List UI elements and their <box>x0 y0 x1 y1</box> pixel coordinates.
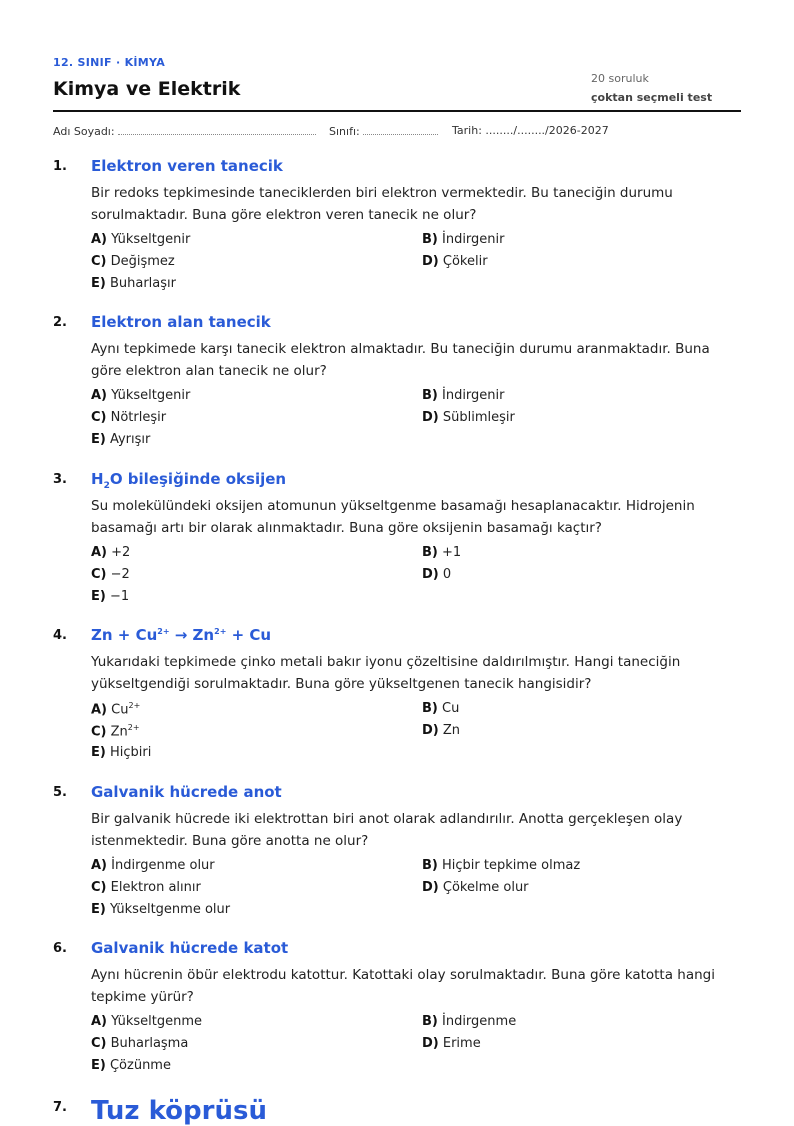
question-count: 20 soruluk <box>591 72 649 85</box>
question-number: 5. <box>53 785 67 800</box>
test-type: çoktan seçmeli test <box>591 91 713 104</box>
header-divider <box>53 110 741 112</box>
option-a[interactable]: A) İndirgenme olur <box>91 858 215 873</box>
option-a[interactable]: A) Yükseltgenir <box>91 388 191 403</box>
option-b[interactable]: B) +1 <box>422 545 462 560</box>
date-label: Tarih: <box>452 124 482 137</box>
question-number: 3. <box>53 472 67 487</box>
question-text: Bir redoks tepkimesinde taneciklerden biri elektron vermektedir. Bu taneciğin durumu sorulmaktadır. Buna göre elektron veren tanecik ne olur? <box>91 185 673 223</box>
option-d[interactable]: D) Süblimleşir <box>422 410 515 425</box>
question-number: 7. <box>53 1100 67 1115</box>
question-text: Aynı hücrenin öbür elektrodu katottur. Katottaki olay sorulmaktadır. Buna göre katotta hangi tepkime yürür? <box>91 967 715 1005</box>
option-c[interactable]: C) −2 <box>91 567 130 582</box>
question-text: Yukarıdaki tepkimede çinko metali bakır iyonu çözeltisine daldırılmıştır. Hangi taneciğin yükseltgendiği sorulmaktadır. Buna göre yükseltgenen tanecik hangisidir? <box>91 654 681 692</box>
student-info-row <box>53 124 741 140</box>
name-label: Adı Soyadı: <box>53 125 115 138</box>
question-text: Bir galvanik hücrede iki elektrottan biri anot olarak adlandırılır. Anotta gerçekleşen olay istenmektedir. Buna göre anotta ne olur? <box>91 811 683 849</box>
question-title: $H_2O$ bileşiğinde oksijen <box>91 470 287 491</box>
option-e[interactable]: E) Yükseltgenme olur <box>91 902 231 917</box>
question-text: Su molekülündeki oksijen atomunun yükseltgenme basamağı hesaplanacaktır. Hidrojenin basamağı artı bir olarak alınmaktadır. Buna göre oksijenin basamağı kaçtır? <box>91 498 695 536</box>
option-d[interactable]: D) Erime <box>422 1036 481 1051</box>
question-title: Elektron veren tanecik <box>91 157 283 175</box>
option-a[interactable]: A) $Cu^{2+}$ <box>91 701 141 718</box>
question-number: 6. <box>53 941 67 956</box>
question-title: $Zn + Cu^{2+} \to Zn^{2+} + Cu$ <box>91 626 272 644</box>
option-e[interactable]: E) Çözünme <box>91 1058 171 1073</box>
option-b[interactable]: B) İndirgenme <box>422 1014 517 1029</box>
option-d[interactable]: D) Çökelir <box>422 254 488 269</box>
name-field[interactable] <box>53 124 316 138</box>
page-title: Kimya ve Elektrik <box>53 78 241 100</box>
class-field[interactable] <box>329 124 438 138</box>
question-number: 1. <box>53 159 67 174</box>
option-a[interactable]: A) Yükseltgenme <box>91 1014 203 1029</box>
subject-label: 12. SINIF · KİMYA <box>53 56 166 69</box>
option-d[interactable]: D) Zn <box>422 723 461 738</box>
option-e[interactable]: E) Hiçbiri <box>91 745 152 760</box>
name-blank[interactable] <box>118 124 316 135</box>
question-title: Galvanik hücrede katot <box>91 939 289 957</box>
option-c[interactable]: C) Değişmez <box>91 254 175 269</box>
question-text: Aynı tepkimede karşı tanecik elektron almaktadır. Bu taneciğin durumu aranmaktadır. Buna göre elektron alan tanecik ne olur? <box>91 341 710 379</box>
option-b[interactable]: B) İndirgenir <box>422 388 505 403</box>
option-a[interactable]: A) Yükseltgenir <box>91 232 191 247</box>
option-a[interactable]: A) +2 <box>91 545 131 560</box>
option-d[interactable]: D) Çökelme olur <box>422 880 529 895</box>
option-e[interactable]: E) −1 <box>91 589 130 604</box>
question-number: 2. <box>53 315 67 330</box>
date-field[interactable] <box>452 124 609 137</box>
question-number: 4. <box>53 628 67 643</box>
option-c[interactable]: C) Buharlaşma <box>91 1036 189 1051</box>
date-value: ......../......../2026-2027 <box>485 124 609 137</box>
question-title: Elektron alan tanecik <box>91 313 271 331</box>
option-e[interactable]: E) Ayrışır <box>91 432 151 447</box>
question-title: Tuz köprüsü <box>91 1096 267 1126</box>
option-b[interactable]: B) Hiçbir tepkime olmaz <box>422 858 581 873</box>
option-e[interactable]: E) Buharlaşır <box>91 276 176 291</box>
option-c[interactable]: C) Nötrleşir <box>91 410 167 425</box>
option-b[interactable]: B) İndirgenir <box>422 232 505 247</box>
class-blank[interactable] <box>363 124 438 135</box>
option-c[interactable]: C) Elektron alınır <box>91 880 201 895</box>
option-c[interactable]: C) $Zn^{2+}$ <box>91 723 140 740</box>
option-b[interactable]: B) Cu <box>422 701 460 716</box>
option-d[interactable]: D) 0 <box>422 567 452 582</box>
question-title: Galvanik hücrede anot <box>91 783 282 801</box>
class-label: Sınıfı: <box>329 125 360 138</box>
